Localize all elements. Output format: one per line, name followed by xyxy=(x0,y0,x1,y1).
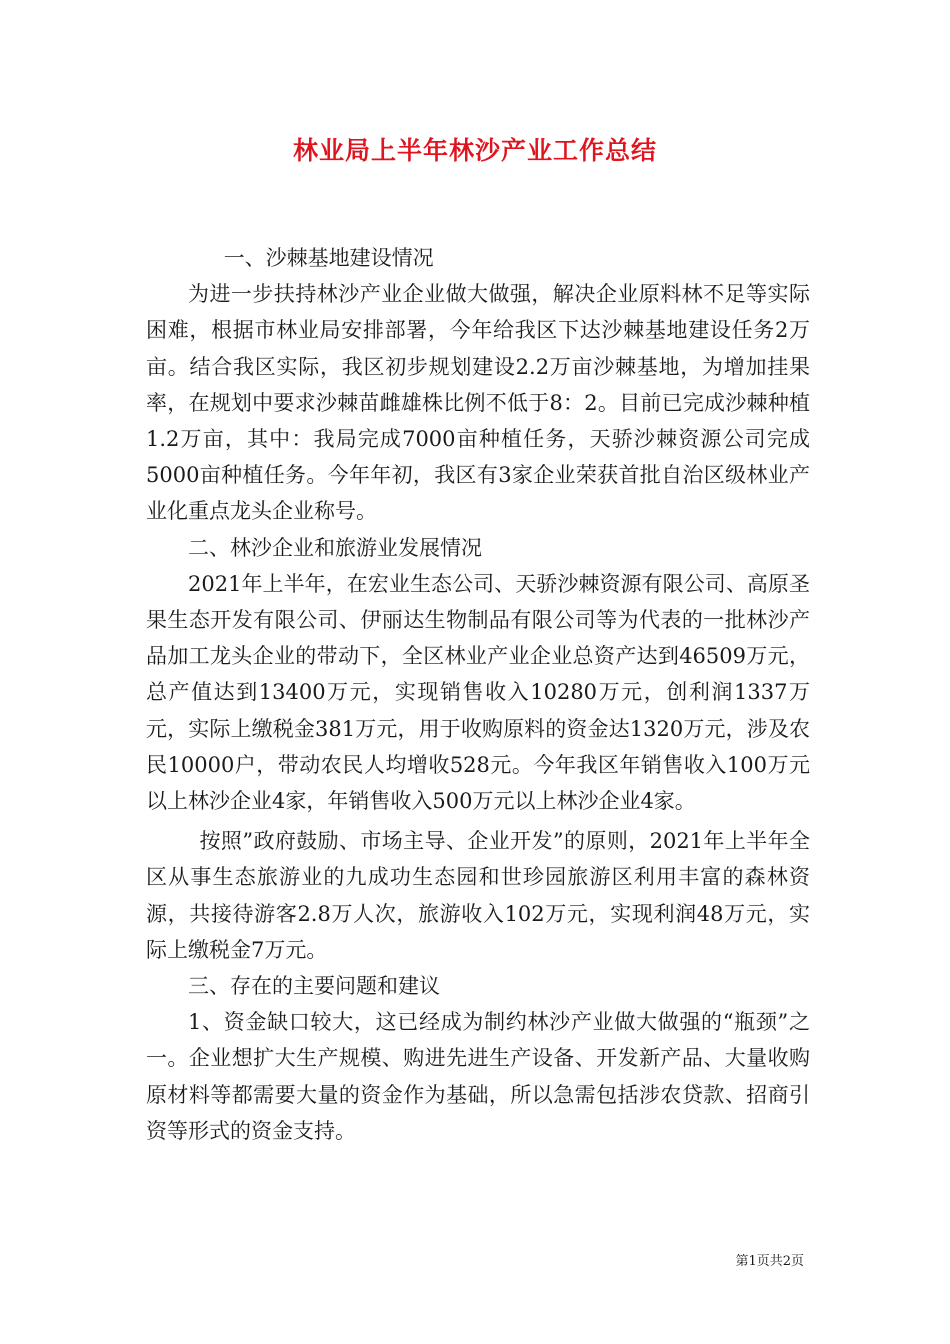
paragraph-3: 按照”政府鼓励、市场主导、企业开发”的原则，2021年上半年全区从事生态旅游业的九成功生态园和世珍园旅游区利用丰富的森林资源，共接待游客2.8万人次，旅游收入102万元，实现利润48万元，实际上缴税金7万元。 xyxy=(146,829,810,962)
paragraph-1: 为进一步扶持林沙产业企业做大做强，解决企业原料林不足等实际困难，根据市林业局安排部署，今年给我区下达沙棘基地建设任务2万亩。结合我区实际，我区初步规划建设2.2万亩沙棘基地，为增加挂果率，在规划中要求沙棘苗雌雄株比例不低于8：2。目前已完成沙棘种植1.2万亩，其中：我局完成7000亩种植任务，天骄沙棘资源公司完成5000亩种植任务。今年年初，我区有3家企业荣获首批自治区级林业产业化重点龙头企业称号。 xyxy=(146,282,810,524)
document-body xyxy=(146,240,810,1149)
section-heading-1: 一、沙棘基地建设情况 xyxy=(223,246,434,270)
page-number-footer: 第1页共2页 xyxy=(735,1254,804,1269)
paragraph-4: 1、资金缺口较大，这已经成为制约林沙产业做大做强的“瓶颈”之一。企业想扩大生产规模、购进先进生产设备、开发新产品、大量收购原材料等都需要大量的资金作为基础，所以急需包括涉农贷款、招商引资等形式的资金支持。 xyxy=(146,1010,810,1143)
paragraph-2: 2021年上半年，在宏业生态公司、天骄沙棘资源有限公司、高原圣果生态开发有限公司、伊丽达生物制品有限公司等为代表的一批林沙产品加工龙头企业的带动下，全区林业产业企业总资产达到46509万元，总产值达到13400万元，实现销售收入10280万元，创利润1337万元，实际上缴税金381万元，用于收购原料的资金达1320万元，涉及农民10000户，带动农民人均增收528元。今年我区年销售收入100万元以上林沙企业4家，年销售收入500万元以上林沙企业4家。 xyxy=(146,571,810,814)
section-heading-2: 二、林沙企业和旅游业发展情况 xyxy=(188,535,482,560)
document-title: 林业局上半年林沙产业工作总结 xyxy=(292,136,657,165)
section-heading-3: 三、存在的主要问题和建议 xyxy=(188,974,440,999)
